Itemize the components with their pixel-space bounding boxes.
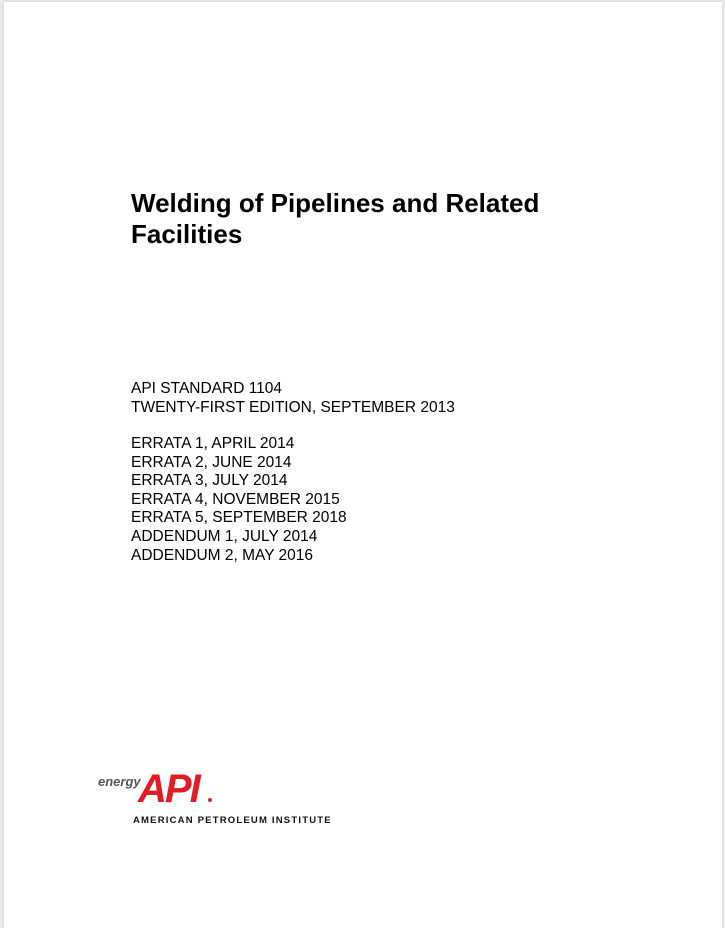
revision-list: [131, 435, 347, 565]
revision-item: ERRATA 5, SEPTEMBER 2018: [131, 509, 347, 527]
revision-item: ERRATA 3, JULY 2014: [131, 472, 288, 490]
document-title: Welding of Pipelines and Related Facilities: [131, 188, 540, 249]
api-wordmark: API: [138, 767, 199, 808]
revision-item: ADDENDUM 2, MAY 2016: [131, 546, 314, 564]
standard-info: [131, 379, 455, 417]
energy-tagline: energy: [98, 774, 141, 789]
document-page: [4, 2, 722, 928]
api-logo-mark: [96, 766, 226, 808]
registered-mark: [208, 798, 212, 802]
institute-name: AMERICAN PETROLEUM INSTITUTE: [133, 815, 332, 826]
edition-info: TWENTY-FIRST EDITION, SEPTEMBER 2013: [131, 399, 455, 416]
revision-item: ERRATA 2, JUNE 2014: [131, 453, 292, 471]
revision-item: ERRATA 4, NOVEMBER 2015: [131, 490, 340, 508]
revision-item: ADDENDUM 1, JULY 2014: [131, 527, 318, 545]
revision-item: ERRATA 1, APRIL 2014: [131, 435, 295, 452]
standard-number: API STANDARD 1104: [131, 380, 283, 397]
